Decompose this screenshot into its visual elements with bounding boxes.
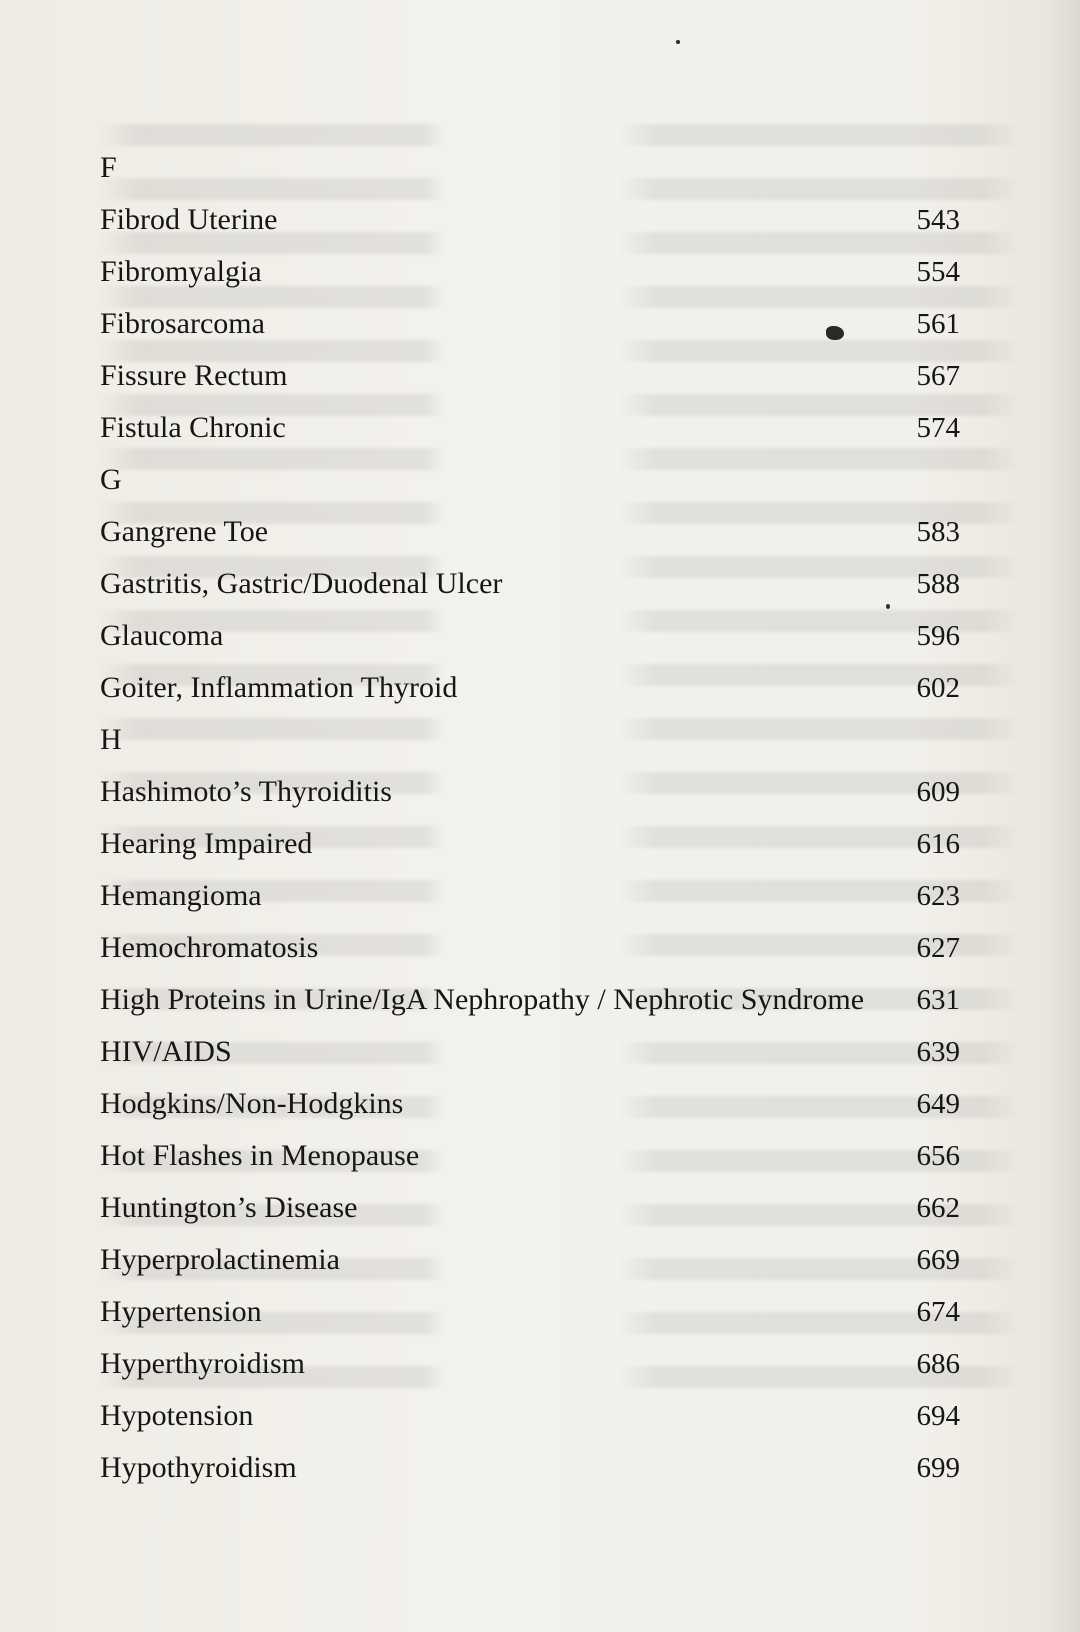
index-entry — [100, 1390, 960, 1442]
entry-title: Hearing Impaired — [100, 827, 313, 860]
entry-page: 596 — [916, 620, 960, 652]
index-entry — [100, 298, 960, 350]
index-entry — [100, 870, 960, 922]
index-entry — [100, 350, 960, 402]
entry-page: 627 — [916, 932, 960, 964]
entry-page: 616 — [916, 828, 960, 860]
ink-speck — [676, 40, 680, 44]
entry-page: 662 — [916, 1192, 960, 1224]
entry-title: Fistula Chronic — [100, 411, 286, 444]
entry-title: Hot Flashes in Menopause — [100, 1139, 420, 1172]
index-entry — [100, 662, 960, 714]
index-entry — [100, 766, 960, 818]
entry-page: 656 — [916, 1140, 960, 1172]
entry-page: 649 — [916, 1088, 960, 1120]
entry-title: Fibrod Uterine — [100, 203, 278, 236]
section-letter: G — [100, 463, 122, 496]
entry-title: Goiter, Inflammation Thyroid — [100, 671, 458, 704]
entry-page: 561 — [916, 308, 960, 340]
index-entry — [100, 506, 960, 558]
entry-title: Gangrene Toe — [100, 515, 269, 548]
index-entry — [100, 1078, 960, 1130]
entry-title: HIV/AIDS — [100, 1035, 232, 1068]
entry-title: Glaucoma — [100, 619, 224, 652]
entry-page: 609 — [916, 776, 960, 808]
index-entry — [100, 246, 960, 298]
index-entry — [100, 1286, 960, 1338]
entry-title: Hashimoto’s Thyroiditis — [100, 775, 392, 808]
index-entry — [100, 922, 960, 974]
entry-page: 694 — [916, 1400, 960, 1432]
entry-page: 543 — [916, 204, 960, 236]
entry-title: Hemochromatosis — [100, 931, 319, 964]
entry-title: Fibromyalgia — [100, 255, 262, 288]
entry-title: Fibrosarcoma — [100, 307, 265, 340]
entry-page: 631 — [916, 984, 960, 1016]
index-entry — [100, 1338, 960, 1390]
entry-title: Fissure Rectum — [100, 359, 288, 392]
entry-page: 567 — [916, 360, 960, 392]
index-entry — [100, 194, 960, 246]
entry-page: 583 — [916, 516, 960, 548]
entry-page: 639 — [916, 1036, 960, 1068]
entry-page: 574 — [916, 412, 960, 444]
index-entry — [100, 818, 960, 870]
index-entry — [100, 558, 960, 610]
index-entry — [100, 402, 960, 454]
section-letter: H — [100, 723, 122, 756]
entry-page: 602 — [916, 672, 960, 704]
entry-title: Gastritis, Gastric/Duodenal Ulcer — [100, 567, 503, 600]
entry-page: 554 — [916, 256, 960, 288]
entry-title: Hypothyroidism — [100, 1451, 297, 1484]
entry-page: 686 — [916, 1348, 960, 1380]
index-entry — [100, 974, 960, 1026]
entry-title: Hypertension — [100, 1295, 262, 1328]
index-entry — [100, 1130, 960, 1182]
entry-page: 588 — [916, 568, 960, 600]
entry-title: Hyperprolactinemia — [100, 1243, 340, 1276]
index-entry — [100, 610, 960, 662]
index-entry — [100, 1234, 960, 1286]
entry-page: 674 — [916, 1296, 960, 1328]
entry-page: 669 — [916, 1244, 960, 1276]
entry-title: High Proteins in Urine/IgA Nephropathy / Nephrotic Syndrome — [100, 983, 865, 1016]
entry-title: Hypotension — [100, 1399, 254, 1432]
index-entry — [100, 1442, 960, 1494]
entry-page: 699 — [916, 1452, 960, 1484]
index-list — [100, 142, 960, 1494]
index-entry — [100, 1026, 960, 1078]
entry-title: Hyperthyroidism — [100, 1347, 305, 1380]
entry-title: Hodgkins/Non-Hodgkins — [100, 1087, 404, 1120]
entry-title: Hemangioma — [100, 879, 262, 912]
index-entry — [100, 1182, 960, 1234]
entry-title: Huntington’s Disease — [100, 1191, 358, 1224]
entry-page: 623 — [916, 880, 960, 912]
section-letter: F — [100, 151, 117, 184]
